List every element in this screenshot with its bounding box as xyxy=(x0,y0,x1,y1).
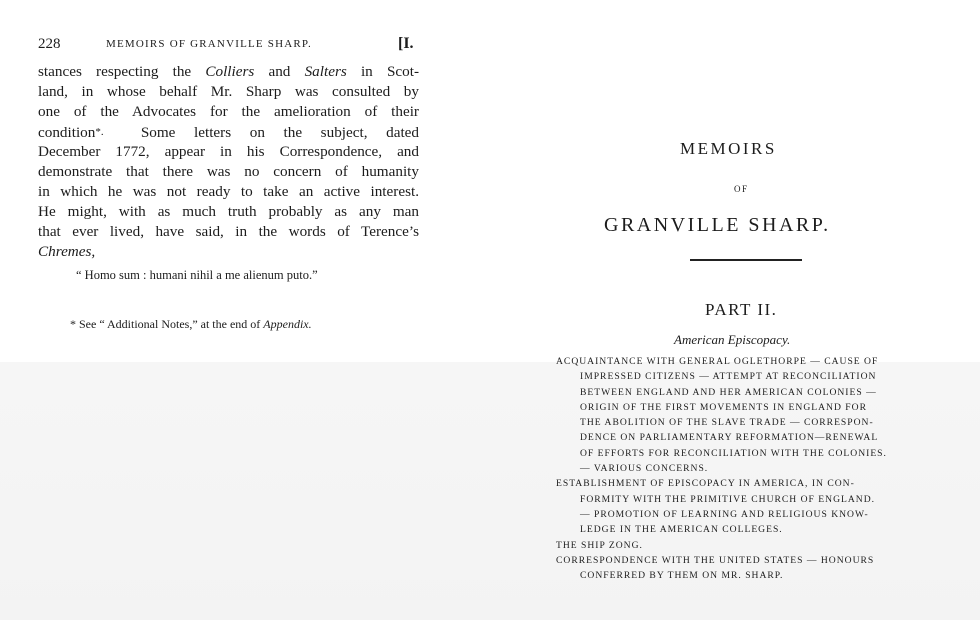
contents-line: THE ABOLITION OF THE SLAVE TRADE — CORRESPON- xyxy=(580,417,874,429)
contents-line: — VARIOUS CONCERNS. xyxy=(580,463,709,475)
contents-line: LEDGE IN THE AMERICAN COLLEGES. xyxy=(580,524,783,536)
right-page xyxy=(490,0,980,620)
title-of: OF xyxy=(734,184,749,194)
running-title: MEMOIRS OF GRANVILLE SHARP. xyxy=(106,38,312,50)
part-heading: PART II. xyxy=(705,300,778,319)
contents-line: IMPRESSED CITIZENS — ATTEMPT AT RECONCILIATION xyxy=(580,371,877,383)
body-line: He might, with as much truth probably as any man xyxy=(38,203,419,220)
contents-line: OF EFFORTS FOR RECONCILIATION WITH THE COLONIES. xyxy=(580,447,887,459)
body-line: land, in whose behalf Mr. Sharp was consulted by xyxy=(38,83,419,100)
contents-line: ESTABLISHMENT OF EPISCOPACY IN AMERICA, IN CON- xyxy=(556,478,855,490)
body-line: one of the Advocates for the amelioration of their xyxy=(38,103,419,120)
title-rule xyxy=(690,259,802,261)
body-line: demonstrate that there was no concern of humanity xyxy=(38,163,419,180)
contents-line: CONFERRED BY THEM ON MR. SHARP. xyxy=(580,570,784,582)
body-line: Chremes, xyxy=(38,243,96,260)
contents-line: ACQUAINTANCE WITH GENERAL OGLETHORPE — CAUSE OF xyxy=(556,356,879,367)
contents-line: BETWEEN ENGLAND AND HER AMERICAN COLONIES — xyxy=(580,386,877,398)
contents-line: — PROMOTION OF LEARNING AND RELIGIOUS KNOW- xyxy=(580,508,869,520)
contents-line: CORRESPONDENCE WITH THE UNITED STATES — HONOURS xyxy=(556,554,875,566)
body-line: December 1772, appear in his Correspondence, and xyxy=(38,143,419,160)
chapter-mark: [I. xyxy=(398,35,414,52)
body-line: condition*. Some letters on the subject, dated xyxy=(38,124,419,141)
page-number: 228 xyxy=(38,36,61,52)
latin-quote: “ Homo sum : humani nihil a me alienum puto.” xyxy=(76,268,318,282)
part-subtitle: American Episcopacy. xyxy=(674,332,791,347)
body-line: stances respecting the Colliers and Salters in Scot- xyxy=(38,63,419,80)
title-memoirs: MEMOIRS xyxy=(680,139,777,158)
contents-summary xyxy=(556,354,942,583)
footnote: * See “ Additional Notes,” at the end of Appendix. xyxy=(70,317,312,331)
contents-line: DENCE ON PARLIAMENTARY REFORMATION—RENEWAL xyxy=(580,432,879,444)
body-line: that ever lived, have said, in the words of Terence’s xyxy=(38,223,419,240)
running-head xyxy=(38,36,428,56)
contents-line: ORIGIN OF THE FIRST MOVEMENTS IN ENGLAND FOR xyxy=(580,401,867,413)
title-granville-sharp: GRANVILLE SHARP. xyxy=(604,214,831,236)
contents-line: FORMITY WITH THE PRIMITIVE CHURCH OF ENGLAND. xyxy=(580,493,876,505)
body-line: in which he was not ready to take an active interest. xyxy=(38,183,419,200)
contents-line: THE SHIP ZONG. xyxy=(556,539,643,551)
footnote-mark: *. xyxy=(95,126,104,138)
body-text xyxy=(38,62,419,262)
